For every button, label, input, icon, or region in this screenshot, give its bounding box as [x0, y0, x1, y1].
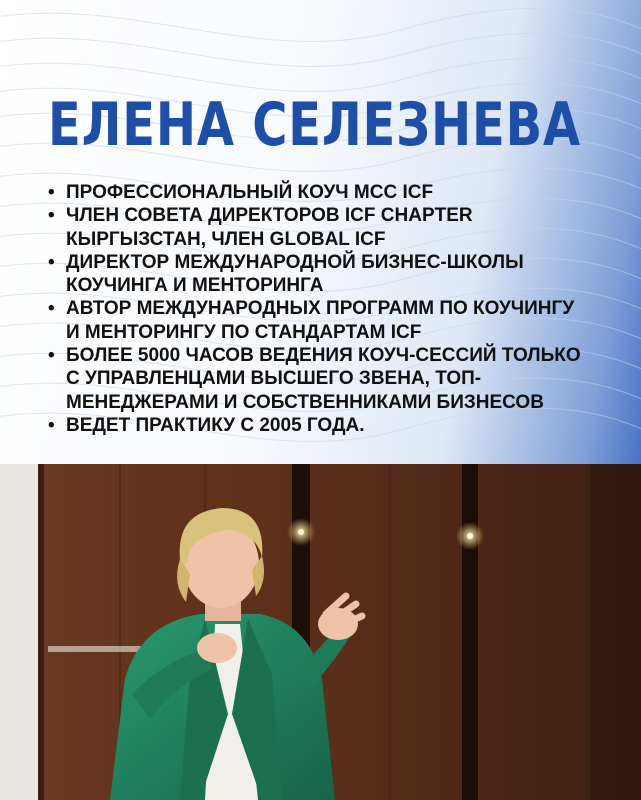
list-item-line: КОУЧИНГА И МЕНТОРИНГА: [66, 275, 324, 297]
page-title: ЕЛЕНА СЕЛЕЗНЕВА: [48, 90, 581, 160]
list-item-line: МЕНЕДЖЕРАМИ И СОБСТВЕННИКАМИ БИЗНЕСОВ: [66, 391, 544, 413]
speaker-photo: [0, 464, 641, 800]
list-item: [48, 344, 628, 414]
list-item: [48, 251, 628, 298]
list-item-line: ВЕДЕТ ПРАКТИКУ С 2005 ГОДА.: [66, 414, 365, 436]
list-item-line: ПРОФЕССИОНАЛЬНЫЙ КОУЧ MCC ICF: [66, 182, 434, 203]
bio-list: [48, 181, 628, 437]
list-item-line: КЫРГЫЗСТАН, ЧЛЕН GLOBAL ICF: [66, 228, 386, 250]
list-item: [48, 297, 628, 344]
list-item-line: И МЕНТОРИНГУ ПО СТАНДАРТАМ ICF: [66, 321, 422, 343]
dark-pillar: [462, 464, 478, 800]
list-item-line: ЧЛЕН СОВЕТА ДИРЕКТОРОВ ICF CHAPTER: [66, 205, 473, 227]
list-item-line: ДИРЕКТОР МЕЖДУНАРОДНОЙ БИЗНЕС-ШКОЛЫ: [66, 251, 524, 273]
list-item-line: С УПРАВЛЕНЦАМИ ВЫСШЕГО ЗВЕНА, ТОП-: [66, 368, 482, 390]
speaker-illustration: [0, 464, 641, 800]
list-item-line: АВТОР МЕЖДУНАРОДНЫХ ПРОГРАММ ПО КОУЧИНГУ: [66, 298, 575, 320]
list-item: [48, 414, 628, 437]
list-item: [48, 181, 628, 204]
left-white-panel: [0, 464, 38, 800]
list-item-line: БОЛЕЕ 5000 ЧАСОВ ВЕДЕНИЯ КОУЧ-СЕССИЙ ТОЛЬКО: [66, 345, 581, 367]
list-item: [48, 204, 628, 251]
dark-column: [590, 464, 641, 800]
